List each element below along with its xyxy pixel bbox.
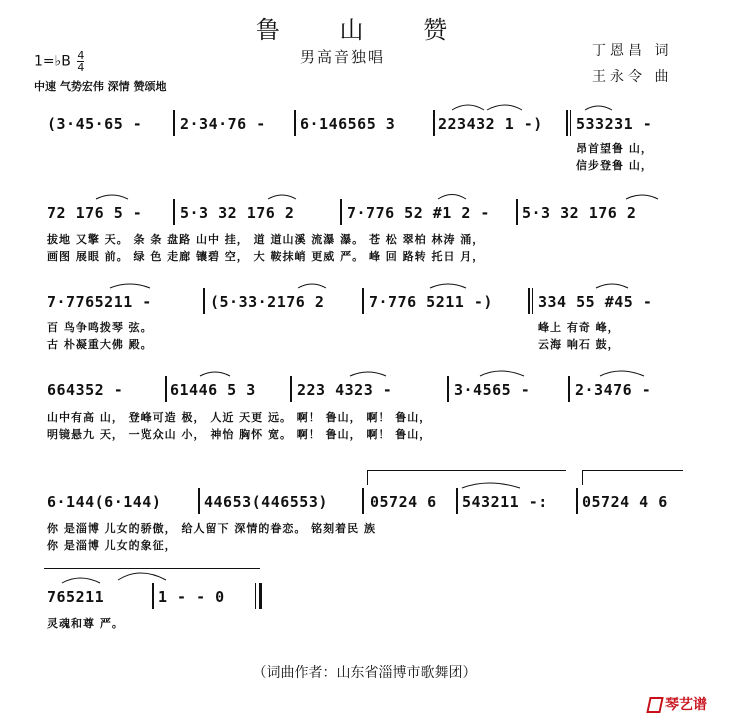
slur: [596, 284, 628, 288]
slur: [626, 195, 658, 199]
measure: 5·3 32 176 2: [180, 204, 295, 222]
lyric-line-1: 山中有高 山， 登峰可造 极， 人近 天更 远。 啊！ 鲁山， 啊！ 鲁山，: [47, 411, 432, 424]
subtitle: 男高音独唱: [300, 48, 386, 66]
lyricist: 丁恩昌 词: [592, 43, 673, 59]
key-label: 1=♭B: [34, 53, 71, 70]
measure: 5·3 32 176 2: [522, 204, 637, 222]
measure: 72 176 5 -: [47, 204, 143, 222]
site-logo: [648, 694, 707, 714]
lyric-line-2b: 云海 响石 鼓，: [538, 338, 620, 351]
lyric-line-1a: 百 鸟争鸣拨琴 弦。: [47, 321, 153, 334]
measure: (5·33·2176 2: [210, 293, 325, 311]
tempo-marking: 中速 气势宏伟 深情 赞颂地: [34, 80, 167, 93]
slur: [452, 105, 484, 110]
slur: [430, 284, 466, 288]
logo-text: 琴艺谱: [665, 697, 707, 713]
song-title: 鲁 山 赞: [255, 16, 474, 44]
time-signature-top: 4: [77, 49, 85, 62]
measure: 2·3476 -: [575, 381, 652, 399]
measure: 7·776 52 #1 2 -: [347, 204, 490, 222]
lyric-line-2: 信步登鲁 山，: [576, 159, 653, 172]
measure: 44653(446553): [204, 493, 328, 511]
slur: [110, 284, 150, 288]
measure: 223432 1 -): [438, 115, 543, 133]
measure: 61446 5 3: [170, 381, 256, 399]
slur: [350, 372, 386, 376]
footer-credit: （词曲作者：山东省淄博市歌舞团）: [252, 665, 477, 681]
lyric-line-1b: 峰上 有奇 峰，: [538, 321, 620, 334]
measure: 6·144(6·144): [47, 493, 162, 511]
measure: 533231 -: [576, 115, 653, 133]
measure: 6·146565 3: [300, 115, 396, 133]
measure: 223 4323 -: [297, 381, 393, 399]
lyric-line-2: 画图 展眼 前。 绿 色 走廊 镶碧 空， 大 鞍抹峭 更威 严。 峰 回 路转 托日 月，: [47, 250, 485, 263]
slur: [585, 106, 612, 110]
measure: 664352 -: [47, 381, 124, 399]
slur: [298, 284, 326, 288]
slur: [200, 372, 230, 376]
tie: [118, 573, 166, 580]
measure: 543211 -:: [462, 493, 548, 511]
lyric-line-2: 明镜悬九 天， 一览众山 小， 神怡 胸怀 宽。 啊！ 鲁山， 啊！ 鲁山，: [47, 428, 432, 441]
lyric-line-1: 昂首望鲁 山，: [576, 142, 653, 155]
measure: 2·34·76 -: [180, 115, 266, 133]
measure: 3·4565 -: [454, 381, 531, 399]
lyric-line-2: 你 是淄博 儿女的象征，: [47, 539, 177, 552]
time-signature-bottom: 4: [77, 61, 85, 74]
measure: 05724 4 6: [582, 493, 668, 511]
slur: [438, 195, 466, 200]
measure: 7·7765211 -: [47, 293, 152, 311]
slur: [600, 371, 644, 376]
slur: [462, 483, 520, 488]
slur: [480, 371, 524, 376]
slur: [96, 195, 128, 199]
slur: [62, 578, 100, 583]
measure: 334 55 #45 -: [538, 293, 653, 311]
measure: 765211: [47, 588, 105, 606]
lyric-line-1: 灵魂和尊 严。: [47, 617, 124, 630]
composer: 王永令 曲: [592, 69, 673, 85]
lyric-line-2a: 古 朴凝重大佛 殿。: [47, 338, 153, 351]
slur: [487, 105, 522, 110]
logo-icon: [646, 697, 663, 713]
measure: (3·45·65 -: [47, 115, 143, 133]
measure: 05724 6: [370, 493, 437, 511]
slur: [268, 195, 296, 199]
lyric-line-1: 你 是淄博 儿女的骄傲， 给人留下 深情的眷恋。 铭刻着民 族: [47, 522, 376, 535]
lyric-line-1: 拔地 又擎 天。 条 条 盘路 山中 挂， 道 道山溪 流瀑 瀑。 苍 松 翠柏 林涛 涌，: [47, 233, 485, 246]
measure: 1 - - 0: [158, 588, 225, 606]
measure: 7·776 5211 -): [369, 293, 493, 311]
